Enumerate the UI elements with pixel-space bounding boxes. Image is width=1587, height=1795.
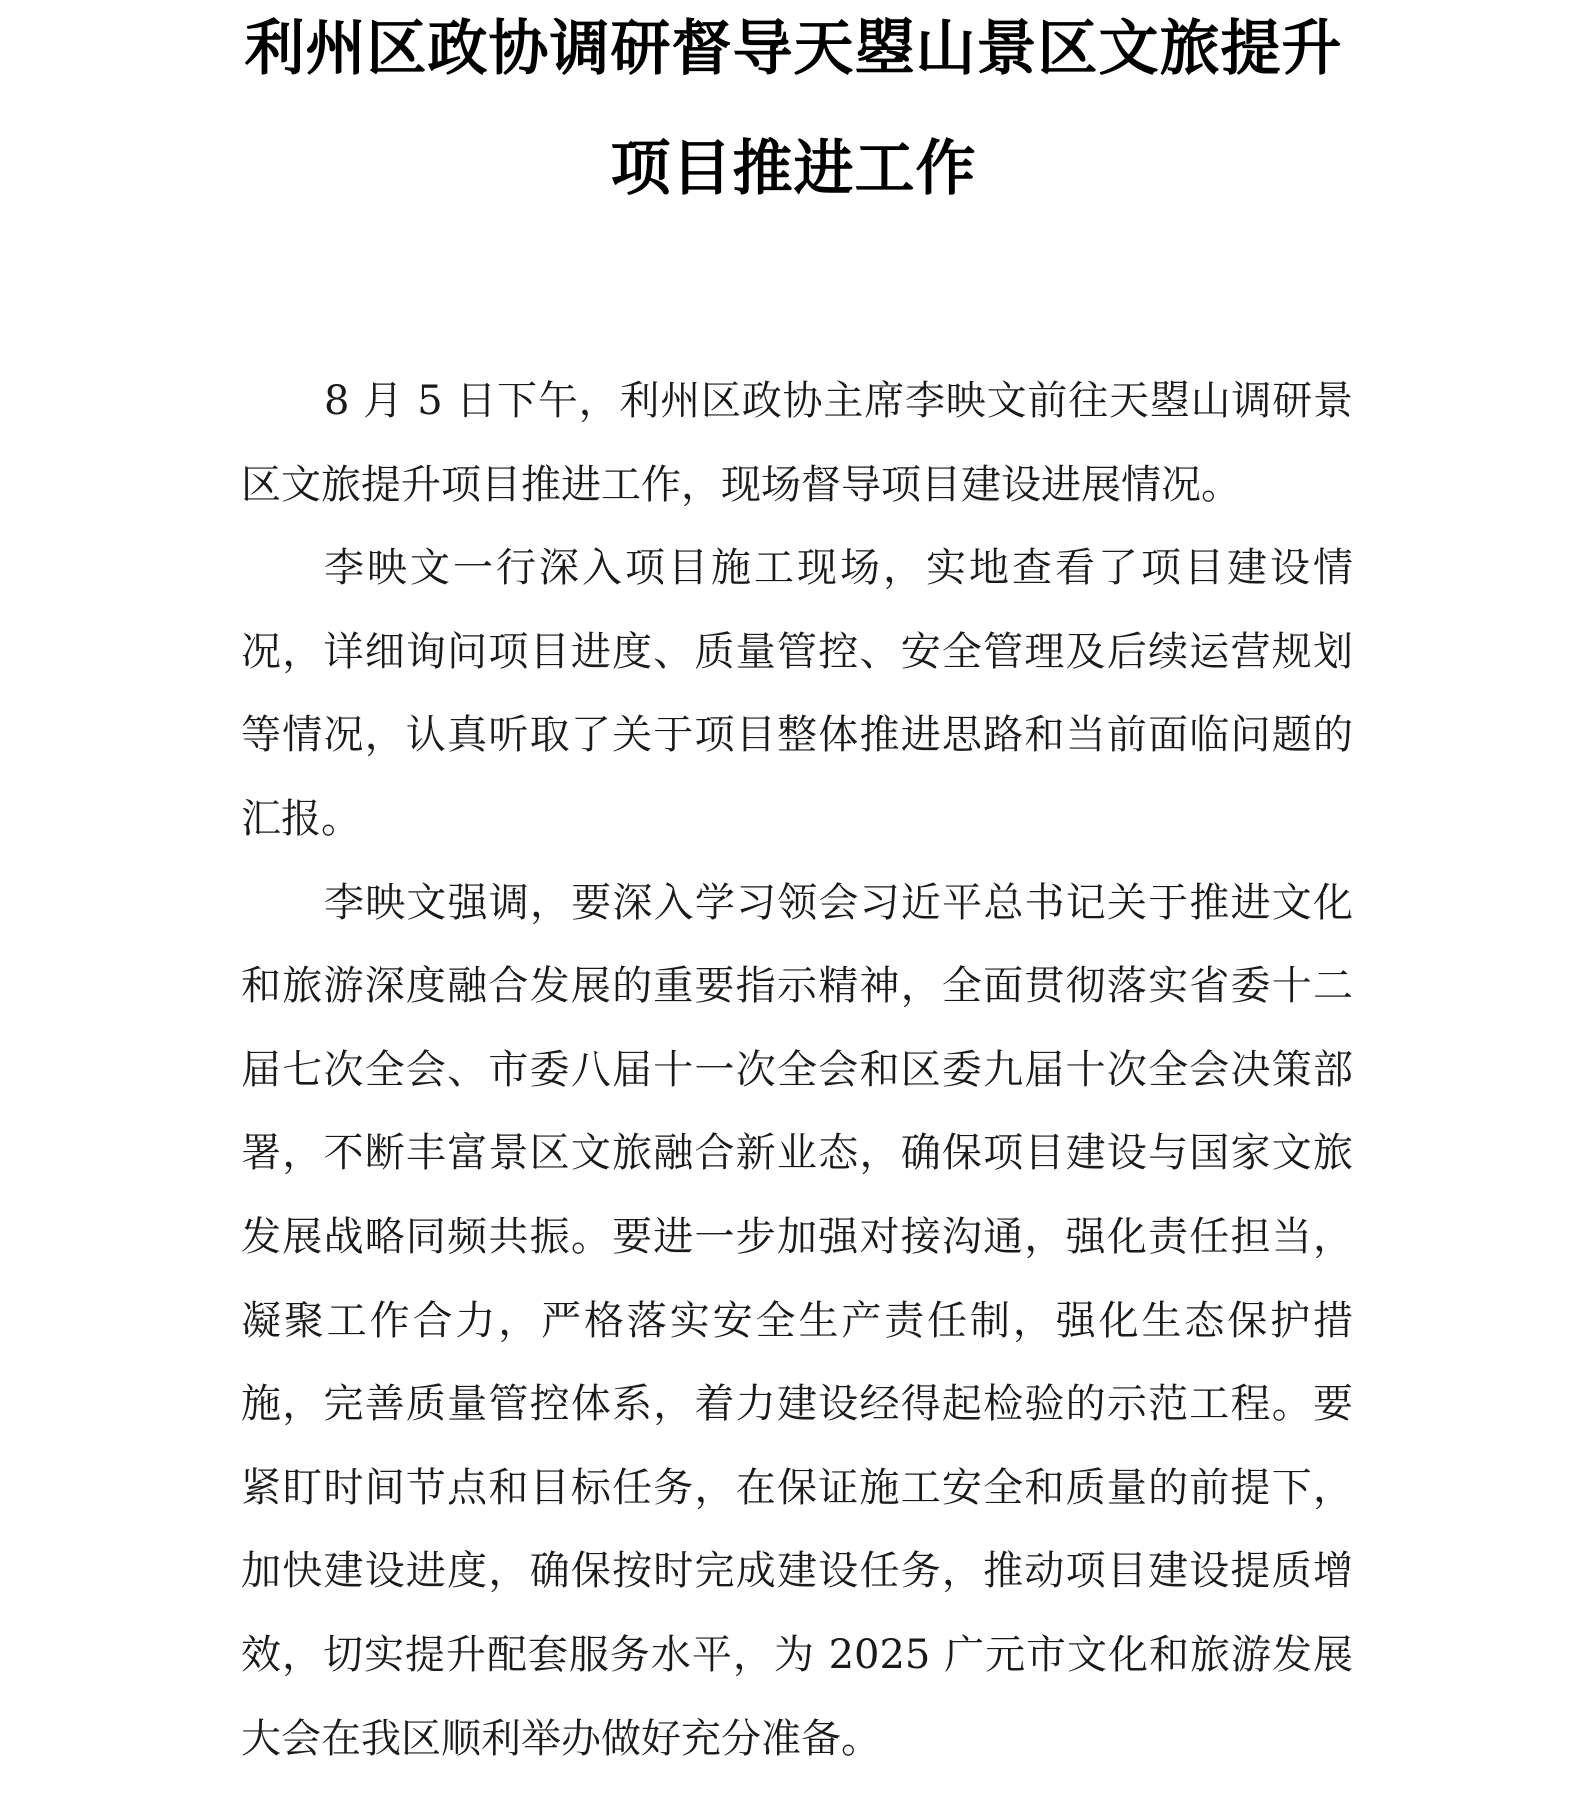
paragraph-2: 李映文一行深入项目施工现场，实地查看了项目建设情况，详细询问项目进度、质量管控、安全管理及后续运营规划等情况，认真听取了关于项目整体推进思路和当前面临问题的汇报。 bbox=[241, 545, 1353, 842]
paragraph-3: 李映文强调，要深入学习领会习近平总书记关于推进文化和旅游深度融合发展的重要指示精神，全面贯彻落实省委十二届七次全会、市委八届十一次全会和区委九届十次全会决策部署，不断丰富景区文旅融合新业态，确保项目建设与国家文旅发展战略同频共振。要进一步加强对接沟通，强化责任担当，凝聚工作合力，严格落实安全生产责任制，强化生态保护措施，完善质量管控体系，着力建设经得起检验的示范工程。要紧盯时间节点和目标任务，在保证施工安全和质量的前提下，加快建设进度，确保按时完成建设任务，推动项目建设提质增效，切实提升配套服务水平，为 2025 广元市文化和旅游发展大会在我区顺利举办做好充分准备。 bbox=[241, 879, 1353, 1762]
paragraph-1: 8 月 5 日下午，利州区政协主席李映文前往天曌山调研景区文旅提升项目推进工作，现场督导项目建设进展情况。 bbox=[241, 378, 1353, 508]
document-title-line-2: 项目推进工作 bbox=[610, 134, 977, 204]
document-body bbox=[241, 360, 1353, 1781]
document-title-line-1: 利州区政协调研督导天曌山景区文旅提升 bbox=[244, 14, 1343, 84]
